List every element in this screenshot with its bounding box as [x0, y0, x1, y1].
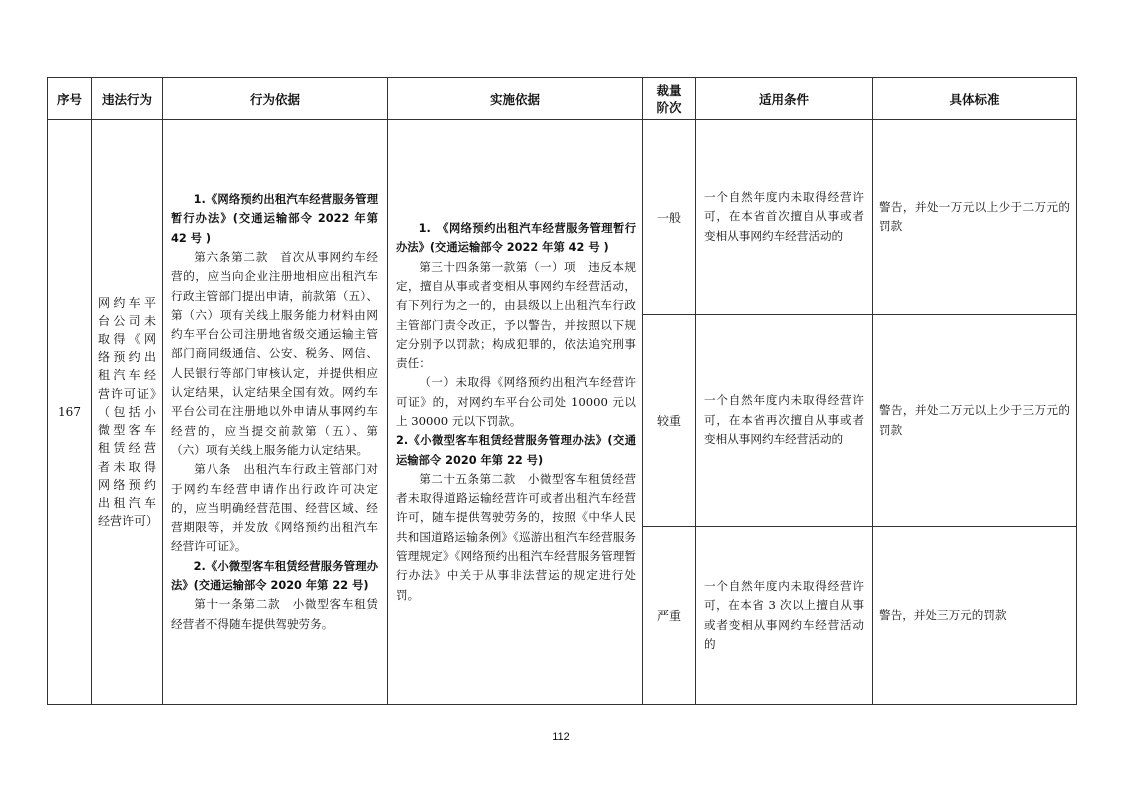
- header-condition: 适用条件: [696, 78, 873, 120]
- level-serious: 较重: [643, 315, 696, 527]
- impl-paragraph-2: （一）未取得《网络预约出租汽车经营许可证》的，对网约车平台公司处 10000 元以上 30000 元以下罚款。: [396, 375, 636, 428]
- impl-paragraph-1: 第三十四条第一款第（一）项 违反本规定，擅自从事或者变相从事网约车经营活动，有下列行为之一的，由县级以上出租汽车行政主管部门责令改正，予以警告，并按照以下规定分别予以罚款；构成犯罪的，依法追究刑事责任：: [396, 259, 636, 371]
- basis-paragraph-2: 第八条 出租汽车行政主管部门对于网约车经营申请作出行政许可决定的，应当明确经营范围、经营区域、经营期限等，并发放《网络预约出租汽车经营许可证》。: [171, 462, 378, 554]
- header-level-line2: 阶次: [656, 99, 682, 115]
- impl-paragraph-3: 第二十五条第二款 小微型客车租赁经营者未取得道路运输经营许可或者出租汽车经营许可，随车提供驾驶劳务的，按照《中华人民共和国道路运输条例》《巡游出租汽车经营服务管理规定》《网络预约出租汽车经营服务管理暂行办法》中关于从事非法营运的规定进行处罚。: [396, 471, 636, 602]
- basis-paragraph-3: 第十一条第二款 小微型客车租赁经营者不得随车提供驾驶劳务。: [171, 597, 378, 631]
- impl-heading-1: 1. 《网络预约出租汽车经营服务管理暂行办法》(交通运输部令 2022 年第 42 号 ): [396, 222, 636, 255]
- basis-paragraph-1: 第六条第二款 首次从事网约车经营的，应当向企业注册地相应出租汽车行政主管部门提出申请，前款第（五）、第（六）项有关线上服务能力材料由网约车平台公司注册地省级交通运输主管部门商同级通信、公安、税务、网信、人民银行等部门审核认定，并提供相应认定结果，认定结果全国有效。网约车平台公司在注册地以外申请从事网约车经营的，应当提交前款第（五）、第（六）项有关线上服务能力认定结果。: [171, 249, 378, 457]
- page-number: 112: [552, 731, 570, 743]
- condition-serious-text: 一个自然年度内未取得经营许可，在本省再次擅自从事或者变相从事网约车经营活动的: [704, 393, 864, 447]
- header-basis: 行为依据: [163, 78, 388, 120]
- header-row: [48, 78, 1077, 120]
- header-standard: 具体标准: [873, 78, 1077, 120]
- header-level: [643, 78, 696, 120]
- standard-general: [873, 120, 1077, 315]
- level-general: 一般: [643, 120, 696, 315]
- header-violation: 违法行为: [92, 78, 163, 120]
- row-seq: 167: [48, 120, 92, 705]
- basis-heading-2: 2.《小微型客车租赁经营服务管理办法》(交通运输部令 2020 年第 22 号): [171, 559, 378, 593]
- header-seq: 序号: [48, 78, 92, 120]
- condition-general: [696, 120, 873, 315]
- standard-severe: [873, 527, 1077, 705]
- condition-serious: [696, 315, 873, 527]
- violation-text: 网约车平台公司未取得《网络预约出租汽车经营许可证》（包括小微型客车租赁经营者未取得网络预约出租汽车经营许可）: [98, 295, 159, 529]
- table-row: [48, 120, 1077, 315]
- basis-cell: [163, 120, 388, 705]
- standard-severe-text: 警告，并处三万元的罚款: [879, 607, 1007, 622]
- level-severe: 严重: [643, 527, 696, 705]
- standard-general-text: 警告，并处一万元以上少于二万元的罚款: [879, 199, 1070, 233]
- header-implementation: 实施依据: [388, 78, 643, 120]
- violation-cell: [92, 120, 163, 705]
- condition-severe-text: 一个自然年度内未取得经营许可，在本省 3 次以上擅自从事或者变相从事网约车经营活动的: [704, 578, 864, 651]
- condition-general-text: 一个自然年度内未取得经营许可，在本省首次擅自从事或者变相从事网约车经营活动的: [704, 189, 864, 243]
- impl-heading-2: 2.《小微型客车租赁经营服务管理办法》(交通运输部令 2020 年第 22 号): [396, 434, 636, 467]
- basis-heading-1: 1.《网络预约出租汽车经营服务管理暂行办法》(交通运输部令 2022 年第 42 号 ): [171, 193, 378, 245]
- standard-serious: [873, 315, 1077, 527]
- standard-serious-text: 警告，并处二万元以上少于三万元的罚款: [879, 403, 1070, 437]
- condition-severe: [696, 527, 873, 705]
- implementation-cell: [388, 120, 643, 705]
- header-level-line1: 裁量: [656, 82, 682, 98]
- penalty-table: [47, 77, 1077, 705]
